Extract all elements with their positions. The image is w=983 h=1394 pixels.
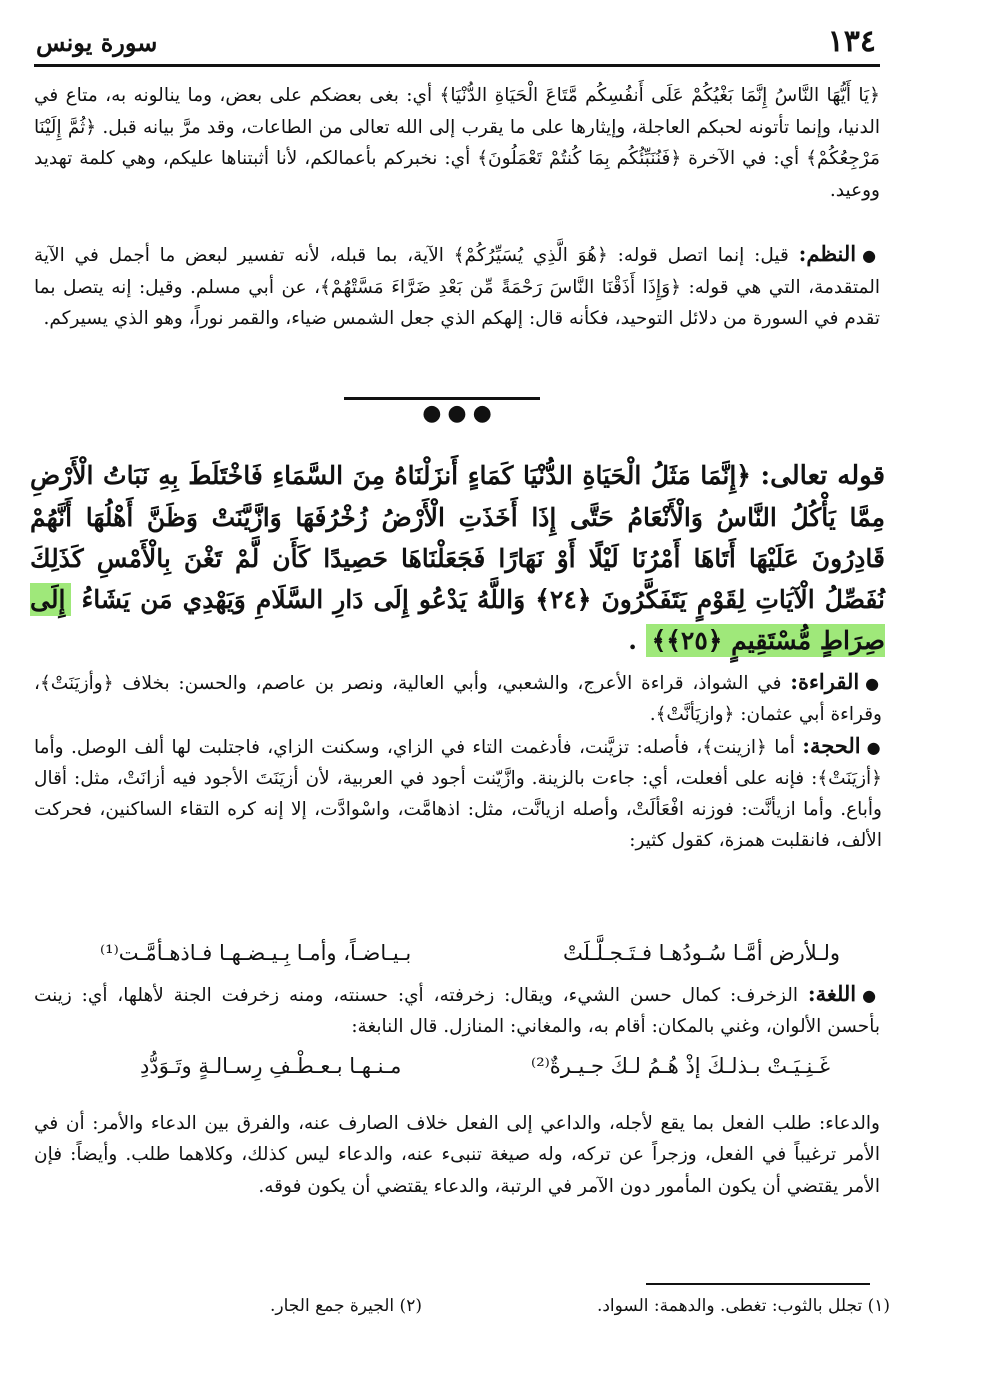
qiraa-text: في الشواذ، قراءة الأعرج، والشعبي، وأبي العالية، ونصر بن عاصم، والحسن: بخلاف ﴿وأزيَنَتْ﴾، وقراءة أبي عثمان: ﴿وازيَأنَّتْ﴾. bbox=[34, 673, 882, 725]
bullet-icon: ● bbox=[862, 986, 880, 1005]
lugha-text: الزخرف: كمال حسن الشيء، ويقال: زخرفته، أي: حسنته، ومنه زخرفت الجنة لأهلها، أي: زينت بأحسن الألوان، وغني بالمكان: أقام به، والمغاني: المنازل. قال النابغة: bbox=[34, 985, 880, 1037]
lugha-label: اللغة: bbox=[807, 981, 857, 1006]
nazm-label: النظم: bbox=[798, 241, 857, 266]
footnote-rule bbox=[646, 1283, 870, 1285]
poem-hemistich-right: غَـنِـيَـتْ بـذلـكَ إذْ هُـمُ لـكَ جـيـرةٌ⁽²⁾ bbox=[531, 1054, 830, 1078]
bullet-icon: ● bbox=[866, 738, 882, 757]
qiraa-hujja-section bbox=[34, 666, 882, 856]
footnotes bbox=[250, 1296, 890, 1326]
dua-text: والدعاء: طلب الفعل بما يقع لأجله، والداعي إلى الفعل خلاف الصارف عنه، والفرق بين الدعاء والأمر: أن في الأمر ترغيباً في الفعل، وزجراً عن تركه، وله صيغة تنبىء عنه، والدعاء ليس كذلك، وكلاهما طلب. وأيضاً: فإن الأمر يقتضي أن يكون المأمور دون الآمر في الرتبة، والدعاء يقتضي أن يكون فوقه. bbox=[34, 1113, 880, 1197]
bullet-icon: ● bbox=[862, 246, 880, 265]
poem-hemistich-right: ولـلأرض أمَّـا سُـودُهـا فـتَـجـلَّـلَتْ bbox=[562, 941, 840, 965]
section-divider bbox=[344, 397, 540, 400]
dua-paragraph bbox=[34, 1108, 880, 1202]
footnote-2: (٢) الجيرة جمع الجار. bbox=[270, 1296, 422, 1316]
nazm-text: قيل: إنما اتصل قوله: ﴿هُوَ الَّذِي يُسَيِّرُكُمْ﴾ الآية، بما قبله، لأنه تفسير لبعض ما أجمل في الآية المتقدمة، التي هي قوله: ﴿وَإِذَا أَذَقْنَا النَّاسَ رَحْمَةً مِّن بَعْدِ ضَرَّاءَ مَسَّتْهُمْ﴾، عن أبي مسلم. وقيل: إنه يتصل بما تقدم في السورة من دلائل التوحيد، فكأنه قال: إلهكم الذي جعل الشمس ضياء، والقمر نوراً، وهو الذي يسيركم. bbox=[34, 245, 880, 330]
quran-verse bbox=[30, 455, 885, 661]
hujja-label: الحجة: bbox=[802, 733, 861, 758]
section-dots: ●●● bbox=[422, 401, 498, 426]
poem-verse-1 bbox=[100, 941, 840, 977]
header-rule bbox=[34, 64, 880, 67]
poem-hemistich-left: بـيـاضـاً، وأمـا بِـيـضـهـا فـاذهـأمَّـت⁽¹⁾ bbox=[100, 941, 412, 965]
verse-intro: قوله تعالى: bbox=[760, 461, 886, 491]
lugha-section bbox=[34, 978, 880, 1042]
qiraa-label: القراءة: bbox=[790, 669, 860, 694]
nazm-section bbox=[34, 238, 880, 335]
verse-end: . bbox=[628, 626, 646, 655]
verse-text: ﴿إِنَّمَا مَثَلُ الْحَيَاةِ الدُّنْيَا كَمَاءٍ أَنزَلْنَاهُ مِنَ السَّمَاءِ فَاخْتَلَطَ بِهِ نَبَاتُ الْأَرْضِ مِمَّا يَأْكُلُ النَّاسُ وَالْأَنْعَامُ حَتَّى إِذَا أَخَذَتِ الْأَرْضُ زُخْرُفَهَا وَازَّيَّنَتْ وَظَنَّ أَهْلُهَا أَنَّهُمْ قَادِرُونَ عَلَيْهَا أَتَاهَا أَمْرُنَا لَيْلًا أَوْ نَهَارًا فَجَعَلْنَاهَا حَصِيدًا كَأَن لَّمْ تَغْنَ بِالْأَمْسِ كَذَلِكَ نُفَصِّلُ الْآيَاتِ لِقَوْمٍ يَتَفَكَّرُونَ ﴿٢٤﴾ وَاللَّهُ يَدْعُو إِلَى دَارِ السَّلَامِ وَيَهْدِي مَن يَشَاءُ bbox=[30, 461, 885, 614]
commentary-paragraph-1 bbox=[34, 80, 880, 206]
surah-title: سورة يونس bbox=[36, 28, 158, 57]
hujja-text: أما ﴿ازينت﴾، فأصله: تزيَّنت، فأدغمت التاء في الزاي، وسكنت الزاي، فاجتلبت لها ألف الوصل. وأما ﴿أزيَنَتْ﴾: فإنه على أفعلت، أي: جاءت بالزينة. وازَّيّنت أجود في العربية، لأن أزيَنَتَ الأجود فيه أزانَتْ، مثل: أقال وأباع. وأما ازيأنَّت: فوزنه افْعَألَتْ، وأصله ازيانَّت، مثل: اذهامَّت، واسْوادَّت، إلا إنه كره التقاء الساكنين، فحركت الألف، فانقلبت همزة، كقول كثير: bbox=[34, 737, 882, 851]
verse-highlight: إِلَى صِرَاطٍ مُّسْتَقِيمٍ ﴿٢٥﴾﴾ bbox=[30, 585, 885, 655]
poem-hemistich-left: مـنـهـا بـعـطْـفِ رِسـالـةٍ وتَـوَدُّدِ bbox=[140, 1054, 402, 1078]
page-number: ١٣٤ bbox=[827, 24, 876, 59]
footnote-1: (١) تجلل بالثوب: تغطى. والدهمة: السواد. bbox=[596, 1296, 890, 1316]
page-header bbox=[36, 24, 876, 64]
poem-verse-2 bbox=[140, 1054, 830, 1090]
commentary-text: ﴿يَا أَيُّهَا النَّاسُ إِنَّمَا بَغْيُكُمْ عَلَى أَنفُسِكُم مَّتَاعَ الْحَيَاةِ الدُّنْيَا﴾ أي: بغى بعضكم على بعض، وما ينالونه به، متاع في الدنيا، وإنما تأتونه لحبكم العاجلة، وإيثارها على ما يقرب إلى الله تعالى من الطاعات، وقد مرَّ بيانه قبل. ﴿ثُمَّ إِلَيْنَا مَرْجِعُكُمْ﴾ أي: في الآخرة ﴿فَنُنَبِّئُكُم بِمَا كُنتُمْ تَعْمَلُونَ﴾ أي: نخبركم بأعمالكم، لأنا أثبتناها عليكم، وهي كلمة تهديد ووعيد. bbox=[34, 85, 880, 201]
bullet-icon: ● bbox=[865, 674, 882, 693]
